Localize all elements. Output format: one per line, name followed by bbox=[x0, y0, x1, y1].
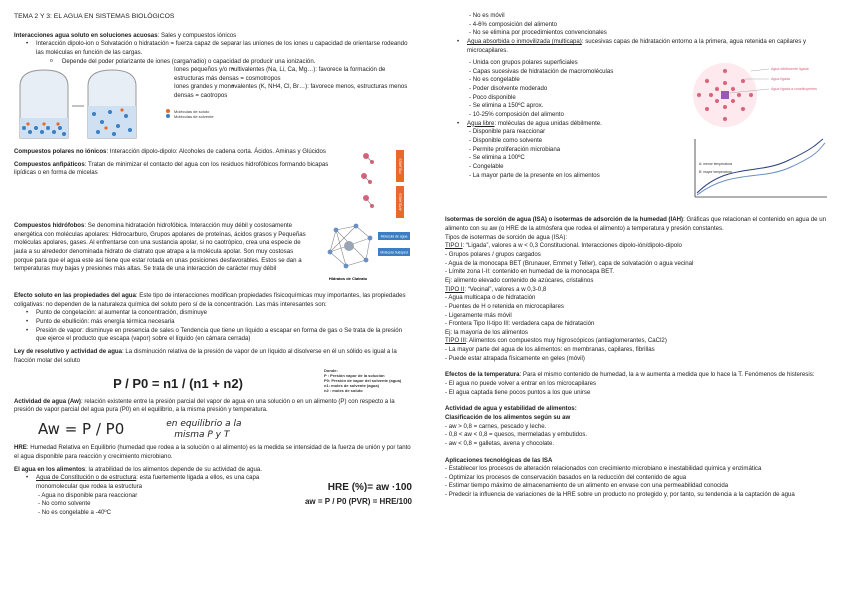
section-polar: Compuestos polares no iónicos: Interacción dipolo-dipolo: Alcoholes de cadena corta. Ácidos. Aminas y Glúcidos bbox=[14, 148, 326, 156]
section-heading: Aplicaciones tecnológicas de las ISA bbox=[445, 456, 553, 464]
bullet-polarizing: o Depende del poder polarizante de iones (carga/radio) o capacidad de producir una ionización. bbox=[14, 58, 412, 67]
bullet-chaotropes: • Iones grandes y monovalentes (K, NH4, Cl, Br…): favorece menos, estructuras menos densas = caotropos bbox=[160, 83, 412, 100]
free-water-label: Agua libre bbox=[467, 119, 495, 127]
raoult-legend: Donde: P : Presión vapor de la solución P0: Presión de vapor del solvente (agua) n1: moles de solvente (agua) n2 : moles de soluto bbox=[324, 368, 402, 394]
strip-label-apolar: APOLARES bbox=[398, 193, 403, 211]
solvent-legend-icon bbox=[166, 114, 170, 118]
bullet-freezing: • Punto de congelación: al aumentar la concentración, disminuye bbox=[14, 309, 412, 318]
water-layers-figure bbox=[687, 59, 837, 131]
bullet-dipole-ion: • Interacción dipolo-ion o Solvatación o hidratación = fuerza capaz de separar las uniones de los iones u capacidad de orientarse rodeando las moléculas en función de las cargas. bbox=[14, 40, 412, 57]
aw-handwritten-formula: Aw = P / P0 bbox=[38, 420, 125, 439]
section-constitution-cont: - No es móvil - 4-6% composición del alimento - No se elimina por procedimientos convencionales • Agua absorbida o inmovilizada (multicapa): sucesivas capas de hidratación entorno a la primera, agua retenida en capilares y microcapilares. bbox=[445, 12, 837, 55]
strip-label-polar: POLARES bbox=[398, 158, 403, 174]
section-heading: Isotermas de sorción de agua (ISA) o isotermas de adsorción de la humedad (IAH) bbox=[445, 216, 684, 224]
section-raoult: Ley de resolutivo y actividad de agua: La disminución relativa de la presión de vapor de un líquido al disolverse en él un sólido es igual a la fracción molar del soluto P / P0 = n1 / (n1 + n2) Donde: P : Presión vapor de la solución P0: Presión de vapor del solvente (agua) n1: moles de solvente (agua) n2 : moles de soluto bbox=[14, 348, 412, 394]
left-column bbox=[14, 12, 412, 521]
type-3-label: TIPO III bbox=[445, 337, 466, 345]
hre-formula-box: HRE (%)= aw ·100 aw = P / P0 (PVR) = HRE/100 bbox=[304, 482, 412, 507]
legend-solute: Moléculas de soluto bbox=[174, 108, 210, 114]
section-heading: Actividad de agua (Aw) bbox=[14, 397, 81, 405]
isotherm-curve-figure bbox=[687, 135, 837, 203]
section-hydrophobic: Compuestos hidrófobos: Se denomina hidratación hidrofóbica. Interacción muy débil y costosamente energética con moléculas apolares: Hidrocarburo, Grupos apolares de proteínas, ácidos grasos y Pequeñas moléculas apolares, gases. Al enfrentarse con una sustancia apolar, si no caotrópico, crea una especie de jaula a su alrededor denominada hidrato de clatrato que atrapa a la molécula apolar. Son muy costosas porque para que el agua este así tiene que estar rotada en unas posiciones desfavorables. Estos se dan a temperaturas muy bajas y presiones más altas. Se trata de una interacción de carácter muy débil bbox=[14, 222, 306, 273]
label-water-molecule: Molécula de agua bbox=[380, 234, 408, 239]
clathrate-figure bbox=[312, 222, 412, 292]
curve-label-b: B: mayor temperatura bbox=[699, 169, 732, 174]
section-heading: Efecto soluto en las propiedades del agua bbox=[14, 292, 136, 300]
section-hre: HRE: Humedad Relativa en Equilibrio (humedad que rodea a la solución o al alimento) es la medida se intensidad de la fuerza de unión y por tanto el agua disponible para reacción y crecimiento microbiano. bbox=[14, 444, 411, 460]
classification-subheading: Clasificación de los alimentos según su aw bbox=[445, 413, 571, 421]
raoult-formula: P / P0 = n1 / (n1 + n2) bbox=[113, 376, 243, 392]
section-heading: El agua en los alimentos bbox=[14, 465, 86, 473]
type-2-label: TIPO II bbox=[445, 285, 465, 293]
solute-legend-icon bbox=[166, 109, 170, 113]
section-water-in-food: El agua en los alimentos: la atrabilidad de los alimentos depende de su actividad de agua. • Agua de Constitución o de estructura: esta fuertemente ligada a ellos, es una capa monomolecular que rodea la estructura - Agua no disponible para reaccionar - No como solvente - No es congelable a -40ºC HRE (%)= aw ·100 aw = P / P0 (PVR) = HRE/100 bbox=[14, 466, 412, 518]
absorbed-water-label: Agua absorbida o inmovilizada (multicapa) bbox=[467, 37, 582, 45]
aw-equilibrium-note: en equilibrio a la misma P y T bbox=[166, 419, 242, 440]
guest-molecule bbox=[344, 241, 354, 251]
section-applications: Aplicaciones tecnológicas de las ISA - Establecer los procesos de alteración relacionados con crecimiento microbiano e inestabilidad química y enzimática - Optimizar los procesos de conservación basados en la reducción del contenido de agua - Estimar tiempo máximo de almacenamiento de un alimento en envase con una permeabilidad conocida - Predecir la influencia de variaciones de la HRE sobre un producto no protegido y, por tanto, su tendencia a la captación de agua bbox=[445, 457, 837, 500]
section-stability: Actividad de agua y estabilidad de alimentos: Clasificación de los alimentos según su aw - aw > 0,8 = carnes, pescado y leche. - 0,8 < aw < 0,8 = quesos, mermeladas y embutidos. - aw < 0,8 = galletas, avena y chocolate. bbox=[445, 405, 837, 448]
section-heading: Interacciones agua soluto en soluciones acuosas bbox=[14, 31, 158, 39]
bullet-cosmotropes: • Iones pequeños y/o multivalentes (Na, Li, Ca, Mg…): favorece la formación de estructuras más densas = cosmotropos bbox=[160, 66, 412, 83]
legend-solvent: Moléculas de solvente bbox=[174, 113, 214, 119]
molecule-strip-figure bbox=[356, 148, 412, 220]
right-column: - No es móvil - 4-6% composición del alimento - No se elimina por procedimientos convencionales • Agua absorbida o inmovilizada (multicapa): sucesivas capas de hidratación entorno a la primera, agua retenida en capilares y microcapilares. - Unida con grupos polares superficiales - Capas sucesivas de hidratación de macromoléculas - No es congelable - Poder disolvente moderado - Poco disponible - Se elimina a 150ºC aprox. - 10-25% composición del alimento • Agua libre: moléculas de agua unidas débilmente. - Disponible para reaccionar - Disponible como solvente - Permite proliferación microbiana - Se elimina a 100ºC - Congelable - La mayor parte de la presente en los alimentos Agua débilmente ligada Agua ligada Agua ligada a constituyentes A: menor temperatura B: mayor temperatura Isotermas de sorción de agua (ISA) o isotermas de adsorción de la humedad (IAH): Gráficas que relacionan el contenido en agua de un alimento con su aw (o HRE de la atmósfera que rodea el alimento) a temperatura y presión constantes. Tipos de isotermas de sorción de agua (ISA): TIPO I: “Ligada”, valores a w < 0,3 Constitucional. Interacciones dipolo-ión/dipolo-dipolo - Grupos polares / grupos cargados - Agua de la monocapa BET (Brunauer, Emmet y Teller), capa de solvatación o agua vecinal - Límite zona I-II: contenido en humedad de la monocapa BET. Ej: alimento elevado contenido de azúcares, cristalinos TIPO II: “Vecinal”, valores a w 0,3-0,8 - Agua multicapa o de hidratación - Puentes de H o retenida en microcapilares - Ligeramente más móvil - Frontera Tipo II-tipo III: verdadera capa de hidratación Ej: la mayoría de los alimentos TIPO III: Alimentos con compuestos muy higroscópicos (antiaglomerantes, CaCl2) - La mayor parte del agua de los alimentos: en membranas, capilares, fibrillas - Puede estar atrapada físicamente en geles (móvil) Efectos de la temperatura: Para el mismo contenido de humedad, la a w aumenta a medida que lo hace la T. Fenómenos de histeresis: - El agua no puede volver a entrar en los microcapilares - El agua captada tiene pocos puntos a los que unirse Actividad de agua y estabilidad de alimentos: Clasificación de los alimentos según su aw - aw > 0,8 = carnes, pescado y leche. - 0,8 < aw < 0,8 = quesos, mermeladas y embutidos. - aw < 0,8 = galletas, avena y chocolate. Aplicaciones tecnológicas de las ISA - Establecer los procesos de alteración relacionados con crecimiento microbiano e inestabilidad química y enzimática - Optimizar los procesos de conservación basados en la reducción del contenido de agua - Estimar tiempo máximo de almacenamiento de un alimento en envase con una permeabilidad conocida - Predecir la influencia de variaciones de la HRE sobre un producto no protegido y, por tanto, su tendencia a la captación de agua bbox=[445, 12, 837, 504]
section-heading: HRE bbox=[14, 444, 27, 452]
bullet-boiling: • Punto de ebullición: más energía térmica necesaria bbox=[14, 318, 412, 327]
legend-constituents: Agua ligada a constituyentes bbox=[771, 87, 817, 92]
label-guest-molecule: Molécula huésped bbox=[380, 250, 408, 255]
section-amphipathic: Compuestos anfipáticos: Tratan de minimizar el contacto del agua con los residuos hidrofóbicos formando bicapas lipídicas o en forma de micelas bbox=[14, 160, 329, 177]
bullet-vapor-pressure: • Presión de vapor: disminuye en presencia de sales o Tendencia que tiene un líquido a escapar en forma de gas o Se trata de la presión que ejerce el producto que escapa (vapor) sobre el líquido (en cámara cerrada) bbox=[14, 327, 412, 344]
section-heading: Compuestos anfipáticos bbox=[14, 160, 85, 168]
legend-bound: Agua ligada bbox=[771, 77, 790, 82]
document-title: TEMA 2 Y 3: EL AGUA EN SISTEMAS BIOLÓGICOS bbox=[14, 13, 175, 20]
section-heading: Ley de resolutivo y actividad de agua bbox=[14, 348, 123, 356]
section-isotherms: Isotermas de sorción de agua (ISA) o isotermas de adsorción de la humedad (IAH): Gráficas que relacionan el contenido en agua de un alimento con su aw (o HRE de la atmósfera que rodea el alimento) a temperatura y presión constantes. Tipos de isotermas de sorción de agua (ISA): TIPO I: “Ligada”, valores a w < 0,3 Constitucional. Interacciones dipolo-ión/dipolo-dipolo - Grupos polares / grupos cargados - Agua de la monocapa BET (Brunauer, Emmet y Teller), capa de solvatación o agua vecinal - Límite zona I-II: contenido en humedad de la monocapa BET. Ej: alimento elevado contenido de azúcares, cristalinos TIPO II: “Vecinal”, valores a w 0,3-0,8 - Agua multicapa o de hidratación - Puentes de H o retenida en microcapilares - Ligeramente más móvil - Frontera Tipo II-tipo III: verdadera capa de hidratación Ej: la mayoría de los alimentos TIPO III: Alimentos con compuestos muy higroscópicos (antiaglomerantes, CaCl2) - La mayor parte del agua de los alimentos: en membranas, capilares, fibrillas - Puede estar atrapada físicamente en geles (móvil) bbox=[445, 216, 827, 362]
section-solute-effect: Efecto soluto en las propiedades del agua: Este tipo de interacciones modifican propiedades físicoquímicas muy importantes, las propiedades coligativas: no dependen de la naturaleza química del soluto pero sí de la concentración. Las más interesantes son: • Punto de congelación: al aumentar la concentración, disminuye • Punto de ebullición: más energía térmica necesaria • Presión de vapor: disminuye en presencia de sales o Tendencia que tiene un líquido a escapar en forma de gas o Se trata de la presión que ejerce el producto que escapa (vapor) sobre el líquido (en cámara cerrada) bbox=[14, 292, 412, 344]
type-1-label: TIPO I bbox=[445, 242, 463, 250]
section-heading: Compuestos polares no iónicos bbox=[14, 148, 107, 156]
section-heading: Compuestos hidrófobos bbox=[14, 222, 85, 230]
legend-weakly-bound: Agua débilmente ligada bbox=[771, 67, 809, 72]
section-heading: Efectos de la temperatura bbox=[445, 371, 520, 379]
beakers-illustration bbox=[14, 66, 154, 144]
section-heading: Actividad de agua y estabilidad de alimentos: bbox=[445, 405, 577, 413]
clathrate-caption: Hidratos de Clatrato bbox=[328, 276, 368, 282]
section-water-activity: Actividad de agua (Aw): relación existente entre la presión parcial del vapor de agua en una solución o en un alimento (P) con respecto a la presión de vapor parcial del agua pura (P0) en el equilibrio, a la misma presión y temperatura. Aw = P / P0 en equilibrio a la misma P y T bbox=[14, 397, 395, 440]
section-temperature: Efectos de la temperatura: Para el mismo contenido de humedad, la a w aumenta a medida que lo hace la T. Fenómenos de histeresis: - El agua no puede volver a entrar en los microcapilares - El agua captada tiene pocos puntos a los que unirse bbox=[445, 371, 815, 396]
section-aqueous-solutions: Interacciones agua soluto en soluciones acuosas: Sales y compuestos iónicos • Interacción dipolo-ion o Solvatación o hidratación = fuerza capaz de separar las uniones de los iones u capacidad de orientarse rodeando las moléculas en función de las cargas. o Depende del poder polarizante de iones (carga/radio) o capacidad de producir una ionización. • Iones pequeños y/o multivalentes (Na, Li, Ca, Mg…): favorece la formación de estructuras más densas = cosmotropos • Iones grandes y monovalentes (K, NH4, Cl, Br…): favorece menos, estructuras menos densas = caotropos Moléculas de soluto Moléculas de solvente bbox=[14, 32, 412, 145]
curve-label-a: A: menor temperatura bbox=[699, 161, 732, 166]
constitution-water-label: Agua de Constitución o de estructura bbox=[36, 474, 137, 482]
